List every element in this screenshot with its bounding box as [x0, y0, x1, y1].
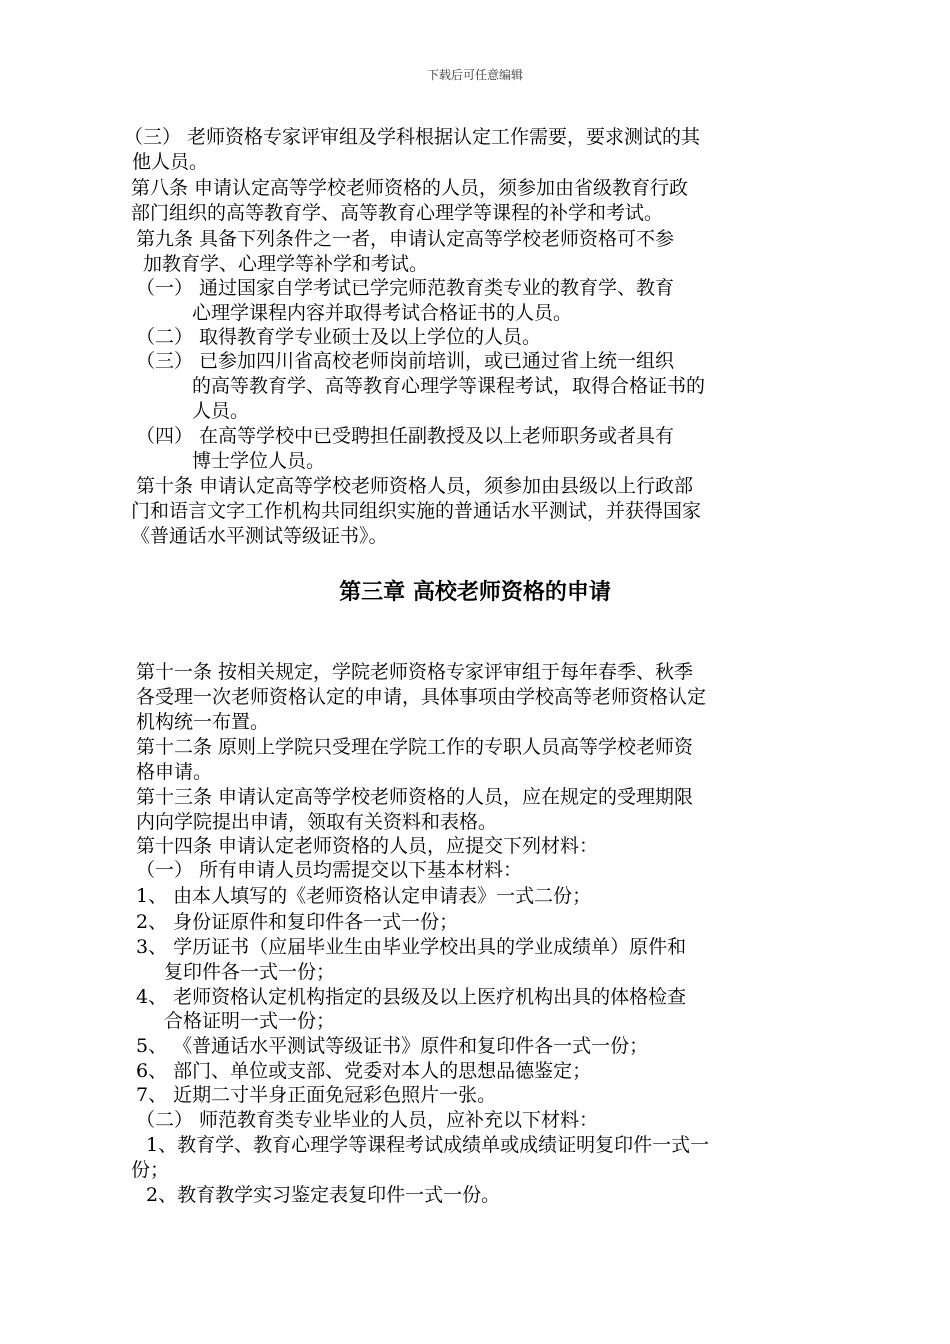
text-line: 第十一条 按相关规定，学院老师资格专家评审组于每年春季、秋季 [136, 661, 694, 683]
text-line: 2、教育教学实习鉴定表复印件一式一份。 [146, 1184, 501, 1206]
text-line: 第十二条 原则上学院只受理在学院工作的专职人员高等学校老师资 [136, 736, 694, 758]
text-line: 加教育学、心理学等补学和考试。 [143, 253, 429, 275]
text-line: 人员。 [192, 400, 250, 422]
text-line: 1、教育学、教育心理学等课程考试成绩单或成绩证明复印件一式一 [146, 1134, 710, 1156]
text-line: 4、 老师资格认定机构指定的县级及以上医疗机构出具的体格检查 [136, 986, 687, 1008]
text-line: （三） 已参加四川省高校老师岗前培训，或已通过省上统一组织 [136, 350, 675, 372]
text-line: 份； [131, 1159, 170, 1181]
text-line: 第十三条 申请认定高等学校老师资格的人员，应在规定的受理期限 [136, 786, 694, 808]
text-line: 格申请。 [136, 761, 213, 783]
text-line: 2、 身份证原件和复印件各一式一份； [136, 911, 459, 933]
text-line: 部门组织的高等教育学、高等教育心理学等课程的补学和考试。 [131, 202, 664, 224]
text-line: 门和语言文字工作机构共同组织实施的普通话水平测试，并获得国家 [131, 500, 702, 522]
text-line: 7、 近期二寸半身正面免冠彩色照片一张。 [136, 1084, 497, 1106]
text-line: 第九条 具备下列条件之一者，申请认定高等学校老师资格可不参 [136, 228, 675, 250]
text-line: （三） 老师资格专家评审组及学科根据认定工作需要，要求测试的其 [124, 126, 701, 148]
text-line: 6、 部门、单位或支部、党委对本人的思想品德鉴定； [136, 1060, 592, 1082]
text-line: （二） 取得教育学专业硕士及以上学位的人员。 [136, 326, 542, 348]
text-line: 各受理一次老师资格认定的申请，具体事项由学校高等老师资格认定 [136, 686, 707, 708]
chapter-title: 第三章 高校老师资格的申请 [339, 580, 611, 605]
text-line: 的高等教育学、高等教育心理学等课程考试，取得合格证书的 [192, 375, 706, 397]
text-line: 复印件各一式一份； [164, 961, 336, 983]
text-line: 合格证明一式一份； [164, 1010, 336, 1032]
text-line: 第十条 申请认定高等学校老师资格人员，须参加由县级以上行政部 [136, 475, 694, 497]
text-line: 内向学院提出申请，领取有关资料和表格。 [136, 811, 498, 833]
text-line: 5、 《普通话水平测试等级证书》原件和复印件各一式一份； [136, 1035, 649, 1057]
text-line: （四） 在高等学校中已受聘担任副教授及以上老师职务或者具有 [136, 425, 675, 447]
text-line: 1、 由本人填写的《老师资格认定申请表》一式二份； [136, 885, 592, 907]
text-line: （一） 所有申请人员均需提交以下基本材料： [136, 859, 523, 881]
text-line: 第十四条 申请认定老师资格的人员，应提交下列材料： [136, 835, 599, 857]
text-line: （一） 通过国家自学考试已学完师范教育类专业的教育学、教育 [136, 277, 675, 299]
text-line: 3、 学历证书（应届毕业生由毕业学校出具的学业成绩单）原件和 [136, 936, 687, 958]
text-line: 第八条 申请认定高等学校老师资格的人员，须参加由省级教育行政 [131, 177, 689, 199]
page-header: 下载后可任意编辑 [426, 68, 523, 82]
text-line: 心理学课程内容并取得考试合格证书的人员。 [192, 302, 573, 324]
text-line: 机构统一布置。 [136, 711, 270, 733]
text-line: 《普通话水平测试等级证书》。 [131, 525, 388, 547]
text-line: 他人员。 [132, 151, 209, 173]
text-line: 博士学位人员。 [192, 450, 326, 472]
text-line: （二） 师范教育类专业毕业的人员，应补充以下材料： [136, 1109, 599, 1131]
